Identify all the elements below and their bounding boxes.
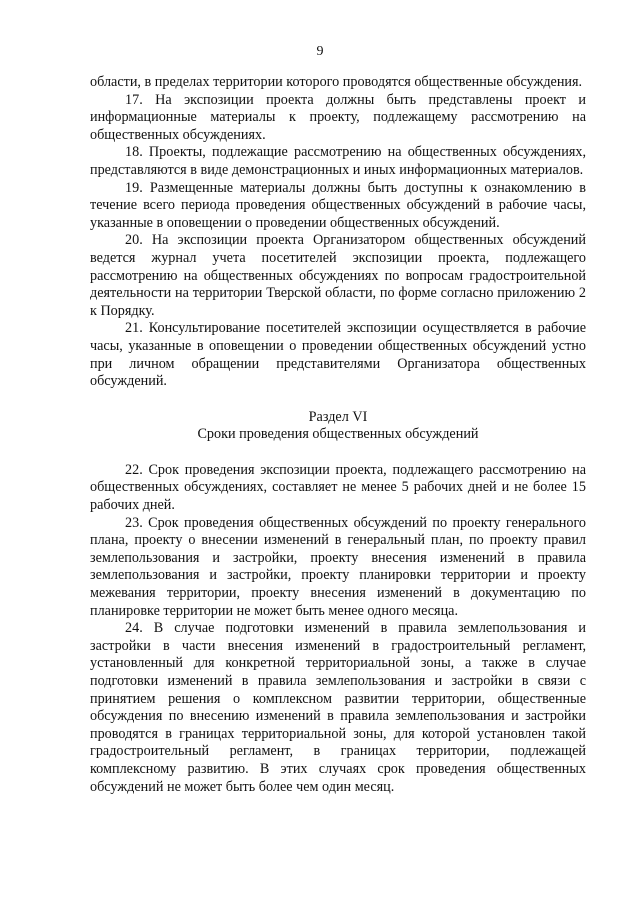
- paragraph-18: 18. Проекты, подлежащие рассмотрению на общественных обсуждениях, представляются в виде демонстрационных и иных информационных материалов.: [90, 144, 586, 178]
- paragraph-continuation: области, в пределах территории которого проводятся общественные обсуждения.: [90, 74, 583, 90]
- page-number: 9: [316, 44, 324, 59]
- paragraph-20: 20. На экспозиции проекта Организатором общественных обсуждений ведется журнал учета посетителей экспозиции проекта, подлежащего рассмотрению на общественных обсуждениях по вопросам градостроительной деятельности на территории Тверской области, по форме согласно приложению 2 к Порядку.: [90, 232, 586, 319]
- paragraph-19: 19. Размещенные материалы должны быть доступны к ознакомлению в течение всего периода проведения общественных обсуждений в рабочие часы, указанные в оповещении о проведении общественных обсуждений.: [90, 179, 586, 231]
- paragraph-22: 22. Срок проведения экспозиции проекта, подлежащего рассмотрению на общественных обсуждениях, составляет не менее 5 рабочих дней и не более 15 рабочих дней.: [90, 461, 586, 514]
- paragraph-24: 24. В случае подготовки изменений в правила землепользования и застройки в части внесения изменений в градостроительный регламент, установленный для конкретной территориальной зоны, а также в случае подготовки изменений в правила землепользования и застройки в связи с принятием решения о комплексном развитии территории, общественные обсуждения по внесению изменений в правила землепользования и застройки проводятся в границах территориальной зоны, для которой установлен такой градостроительный регламент, в границах территории, подлежащей комплексному развитию. В этих случаях срок проведения общественных обсуждений не может быть более чем один месяц.: [90, 620, 586, 795]
- section-title: Сроки проведения общественных обсуждений: [197, 426, 479, 443]
- paragraph-17: 17. На экспозиции проекта должны быть представлены проект и информационные материалы к проекту, подлежащему рассмотрению на общественных обсуждениях.: [90, 91, 586, 143]
- section-heading: [90, 409, 586, 444]
- document-body: [90, 74, 586, 796]
- paragraph-21: 21. Консультирование посетителей экспозиции осуществляется в рабочие часы, указанные в оповещении о проведении общественных обсуждений устно при личном обращении представителями Организатора общественных обсуждений.: [90, 320, 586, 390]
- paragraph-23: 23. Срок проведения общественных обсуждений по проекту генерального плана, проекту о внесении изменений в генеральный план, по проекту правил землепользования и застройки, проекту внесения изменений в правила землепользования и застройки, проекту планировки территории и проекту межевания территории, проекту внесения изменений в документацию по планировке территории не может быть менее одного месяца.: [90, 514, 586, 619]
- section-number: Раздел VI: [308, 408, 368, 425]
